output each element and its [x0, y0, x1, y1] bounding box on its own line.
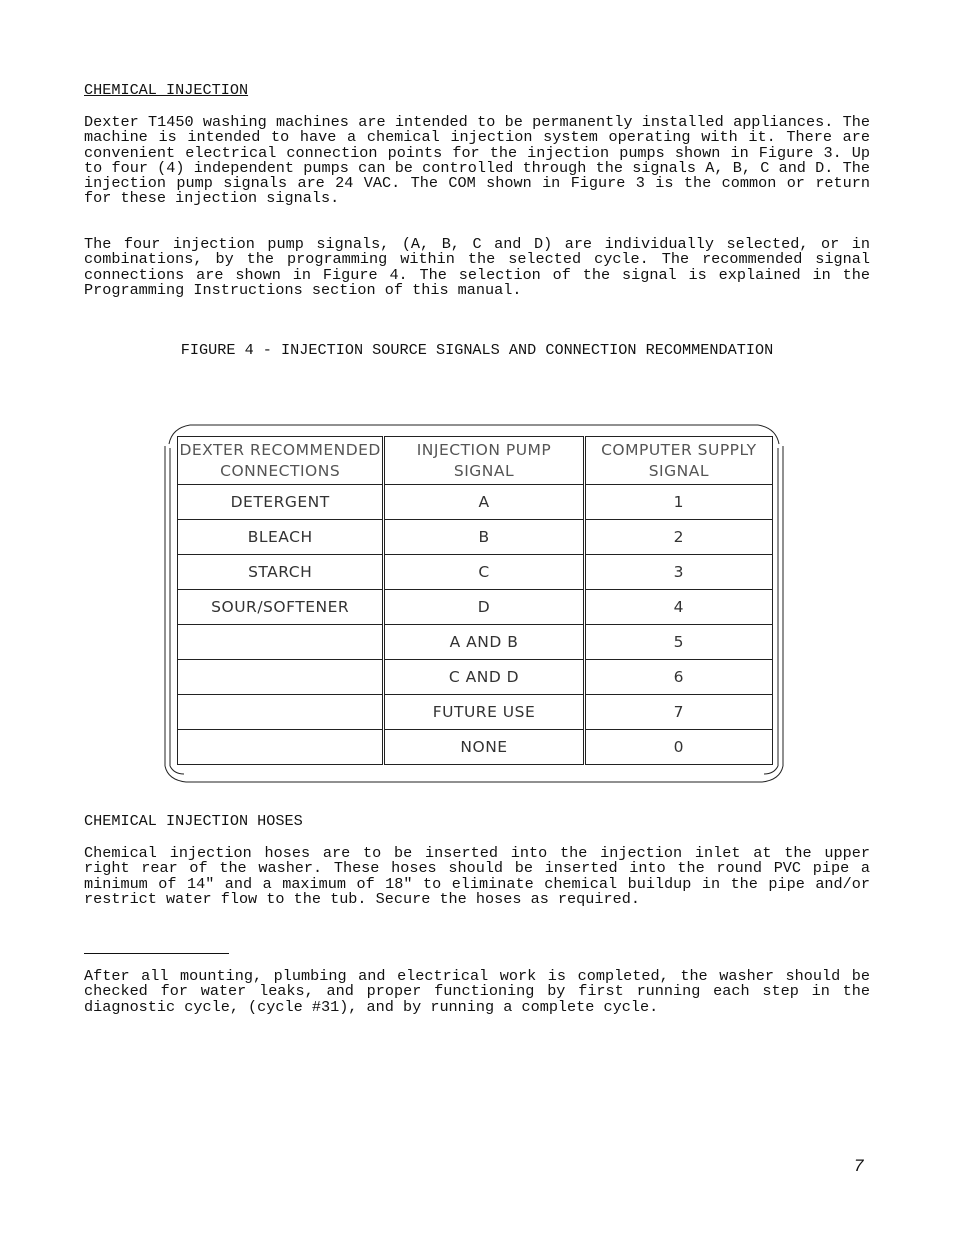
figure-4-table-frame [164, 424, 784, 784]
cell-connection: STARCH [178, 555, 384, 590]
paragraph-signal-selection: The four injection pump signals, (A, B, C and D) are individually selected, or in combinations, by the programming within the selected cycle. The recommended signal connections are shown in Figure 4. The selection of the signal is explained in the Programming Instructions section of this manual. [84, 235, 870, 299]
paragraph-injection-hoses: Chemical injection hoses are to be inserted into the injection inlet at the upper right rear of the washer. These hoses should be inserted into the round PVC pipe a minimum of 14" and a maximum of 18" to eliminate chemical buildup in the pipe and/or restrict water flow to the tub. Secure the hoses as required. [84, 844, 870, 908]
cell-supply-signal: 0 [584, 730, 772, 765]
cell-pump-signal: NONE [384, 730, 584, 765]
cell-pump-signal: A [384, 485, 584, 520]
cell-connection: SOUR/SOFTENER [178, 590, 384, 625]
section-heading-chemical-injection: CHEMICAL INJECTION [84, 81, 249, 99]
table-row [178, 520, 773, 555]
paragraph-injection-intro: Dexter T1450 washing machines are intended to be permanently installed appliances. The machine is intended to have a chemical injection system operating with it. There are convenient electrical connection points for the injection pumps shown in Figure 3. Up to four (4) independent pumps can be controlled through the signals A, B, C and D. The injection pump signals are 24 VAC. The COM shown in Figure 3 is the common or return for these injection signals. [84, 113, 870, 208]
table-row [178, 730, 773, 765]
cell-supply-signal: 6 [584, 660, 772, 695]
cell-pump-signal: B [384, 520, 584, 555]
cell-connection [178, 730, 384, 765]
cell-pump-signal: C AND D [384, 660, 584, 695]
footnote-text: After all mounting, plumbing and electrical work is completed, the washer should be checked for water leaks, and proper functioning by first running each step in the diagnostic cycle, (cycle #31), and by running a complete cycle. [84, 967, 870, 1016]
table-row [178, 660, 773, 695]
header-recommended-connections: DEXTER RECOMMENDED CONNECTIONS [178, 437, 384, 485]
table-row [178, 590, 773, 625]
cell-connection [178, 660, 384, 695]
cell-supply-signal: 5 [584, 625, 772, 660]
cell-supply-signal: 4 [584, 590, 772, 625]
table-row [178, 485, 773, 520]
cell-supply-signal: 1 [584, 485, 772, 520]
section-heading-injection-hoses: CHEMICAL INJECTION HOSES [84, 812, 303, 830]
cell-supply-signal: 2 [584, 520, 772, 555]
cell-pump-signal: FUTURE USE [384, 695, 584, 730]
cell-connection: DETERGENT [178, 485, 384, 520]
cell-connection: BLEACH [178, 520, 384, 555]
injection-signals-table [177, 436, 773, 765]
table-row [178, 695, 773, 730]
cell-supply-signal: 3 [584, 555, 772, 590]
table-row [178, 555, 773, 590]
table-row [178, 625, 773, 660]
page-number: 7 [854, 1156, 864, 1175]
header-computer-supply-signal: COMPUTER SUPPLY SIGNAL [584, 437, 772, 485]
figure-caption: FIGURE 4 - INJECTION SOURCE SIGNALS AND CONNECTION RECOMMENDATION [180, 341, 774, 359]
cell-connection [178, 695, 384, 730]
header-injection-pump-signal: INJECTION PUMP SIGNAL [384, 437, 584, 485]
footnote-divider [84, 953, 229, 954]
cell-pump-signal: C [384, 555, 584, 590]
cell-supply-signal: 7 [584, 695, 772, 730]
table-header-row [178, 437, 773, 485]
cell-pump-signal: D [384, 590, 584, 625]
cell-pump-signal: A AND B [384, 625, 584, 660]
cell-connection [178, 625, 384, 660]
